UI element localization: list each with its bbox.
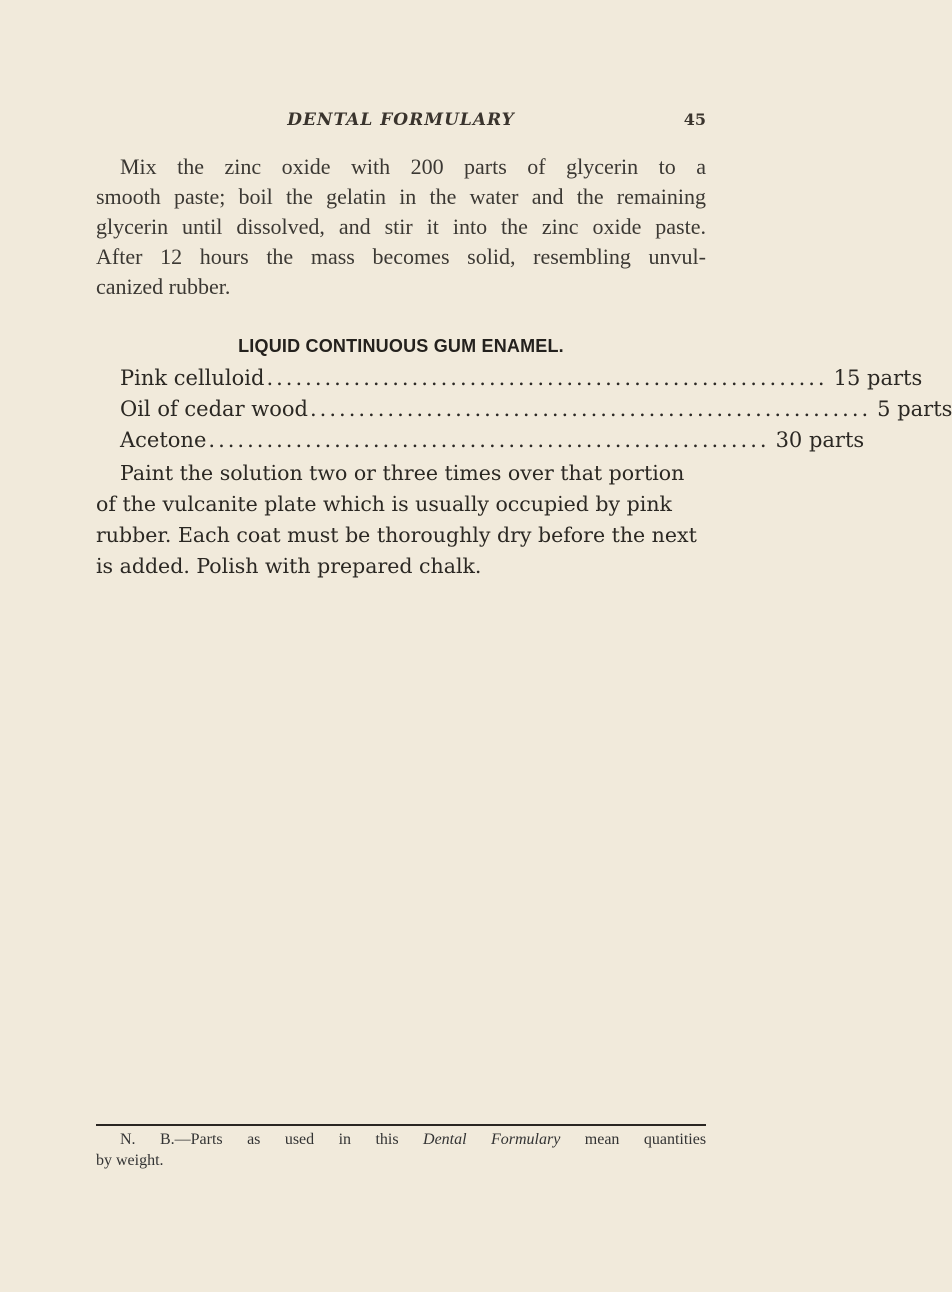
paragraph-line: of the vulcanite plate which is usually occupied by pink: [96, 492, 672, 516]
paragraph-line: Paint the solution two or three times over that portion: [120, 461, 685, 485]
paragraph-line: After 12 hours the mass becomes solid, resembling unvul-: [96, 244, 706, 269]
paragraph-line: rubber. Each coat must be thoroughly dry before the next: [96, 523, 697, 547]
ingredient-name: Oil of cedar wood: [120, 397, 308, 421]
formula-row: [120, 428, 865, 459]
running-head: [96, 110, 706, 140]
footnote-title: Dental Formulary: [423, 1131, 561, 1148]
ingredient-quantity: 5 parts: [877, 397, 952, 421]
leader-dots: ..........................................................: [310, 397, 872, 421]
footnote-line: by weight.: [96, 1152, 164, 1169]
ingredient-quantity: 15 parts: [833, 366, 923, 390]
footnote-suffix: mean quantities: [584, 1131, 707, 1148]
running-title: DENTAL FORMULARY: [287, 110, 515, 130]
leader-dots: ..........................................................: [266, 366, 828, 390]
paragraph-instructions: [96, 458, 697, 582]
paragraph-line: smooth paste; boil the gelatin in the water and the remaining: [96, 184, 706, 209]
formula-list: [120, 366, 952, 459]
footnote-line: [96, 1129, 706, 1150]
formula-row: [120, 366, 923, 397]
paragraph-line: canized rubber.: [96, 274, 231, 299]
page-number: 45: [683, 110, 706, 129]
paragraph-line: glycerin until dissolved, and stir it into the zinc oxide paste.: [96, 214, 706, 239]
footnote-rule: [96, 1124, 706, 1126]
leader-dots: ..........................................................: [208, 428, 770, 452]
paragraph-line: is added. Polish with prepared chalk.: [96, 554, 482, 578]
formula-row: [120, 397, 952, 428]
paragraph-zinc-oxide: [96, 152, 706, 302]
ingredient-quantity: 30 parts: [775, 428, 865, 452]
section-heading: LIQUID CONTINUOUS GUM ENAMEL.: [238, 336, 564, 356]
ingredient-name: Pink celluloid: [120, 366, 265, 390]
ingredient-name: Acetone: [120, 428, 207, 452]
footnote: [96, 1129, 706, 1171]
paragraph-line: Mix the zinc oxide with 200 parts of glycerin to a: [120, 154, 706, 179]
footnote-prefix: N. B.—Parts as used in this: [120, 1131, 399, 1148]
